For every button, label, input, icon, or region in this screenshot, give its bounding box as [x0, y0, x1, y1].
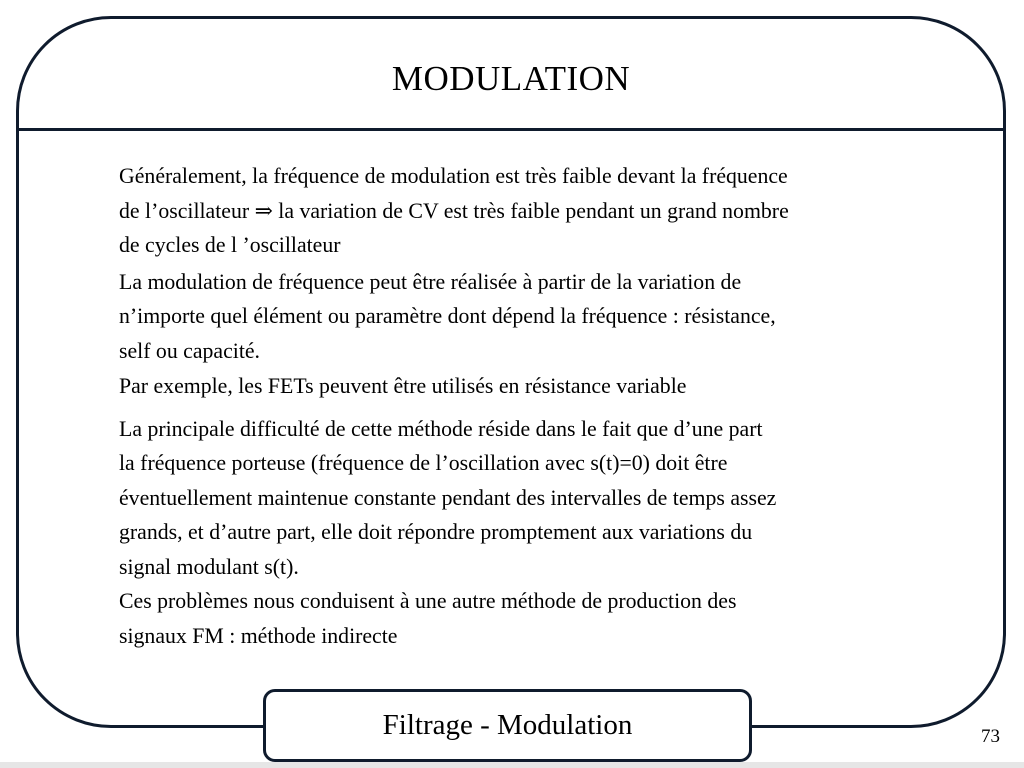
paragraph-line: signal modulant s(t). [119, 554, 299, 579]
paragraph-line: Par exemple, les FETs peuvent être utilisés en résistance variable [119, 374, 687, 398]
slide-title: MODULATION [391, 59, 631, 98]
paragraph-line: de l’oscillateur ⇒ la variation de CV est très faible pendant un grand nombre [119, 198, 789, 223]
paragraph-line: n’importe quel élément ou paramètre dont dépend la fréquence : résistance, [119, 304, 776, 328]
paragraph-line: Généralement, la fréquence de modulation est très faible devant la fréquence [119, 164, 788, 188]
paragraph-fet-example [119, 369, 1006, 404]
paragraph-indirect-method [119, 584, 1006, 653]
paragraph-line: de cycles de l ’oscillateur [119, 233, 341, 257]
paragraph-line: signaux FM : méthode indirecte [119, 623, 398, 648]
paragraph-modulation-realization [119, 265, 1006, 369]
paragraph-line: la fréquence porteuse (fréquence de l’oscillation avec s(t)=0) doit être [119, 451, 728, 475]
bottom-band [0, 762, 1024, 768]
page-number: 73 [981, 726, 1000, 747]
title-divider [19, 128, 1003, 131]
paragraph-line: self ou capacité. [119, 338, 260, 363]
paragraph-main-difficulty [119, 412, 1006, 585]
slide-frame [16, 16, 1006, 728]
paragraph-line: La principale difficulté de cette méthode réside dans le fait que d’une part [119, 416, 763, 441]
paragraph-line: Ces problèmes nous conduisent à une autre méthode de production des [119, 589, 737, 613]
footer-label: Filtrage - Modulation [382, 709, 633, 741]
paragraph-line: grands, et d’autre part, elle doit répondre promptement aux variations du [119, 520, 753, 544]
paragraph-line: éventuellement maintenue constante pendant des intervalles de temps assez [119, 485, 777, 510]
footer-label-box [263, 689, 752, 762]
slide-body [119, 159, 1006, 653]
paragraph-frequency-comparison [119, 159, 1006, 263]
paragraph-line: La modulation de fréquence peut être réalisée à partir de la variation de [119, 269, 742, 294]
